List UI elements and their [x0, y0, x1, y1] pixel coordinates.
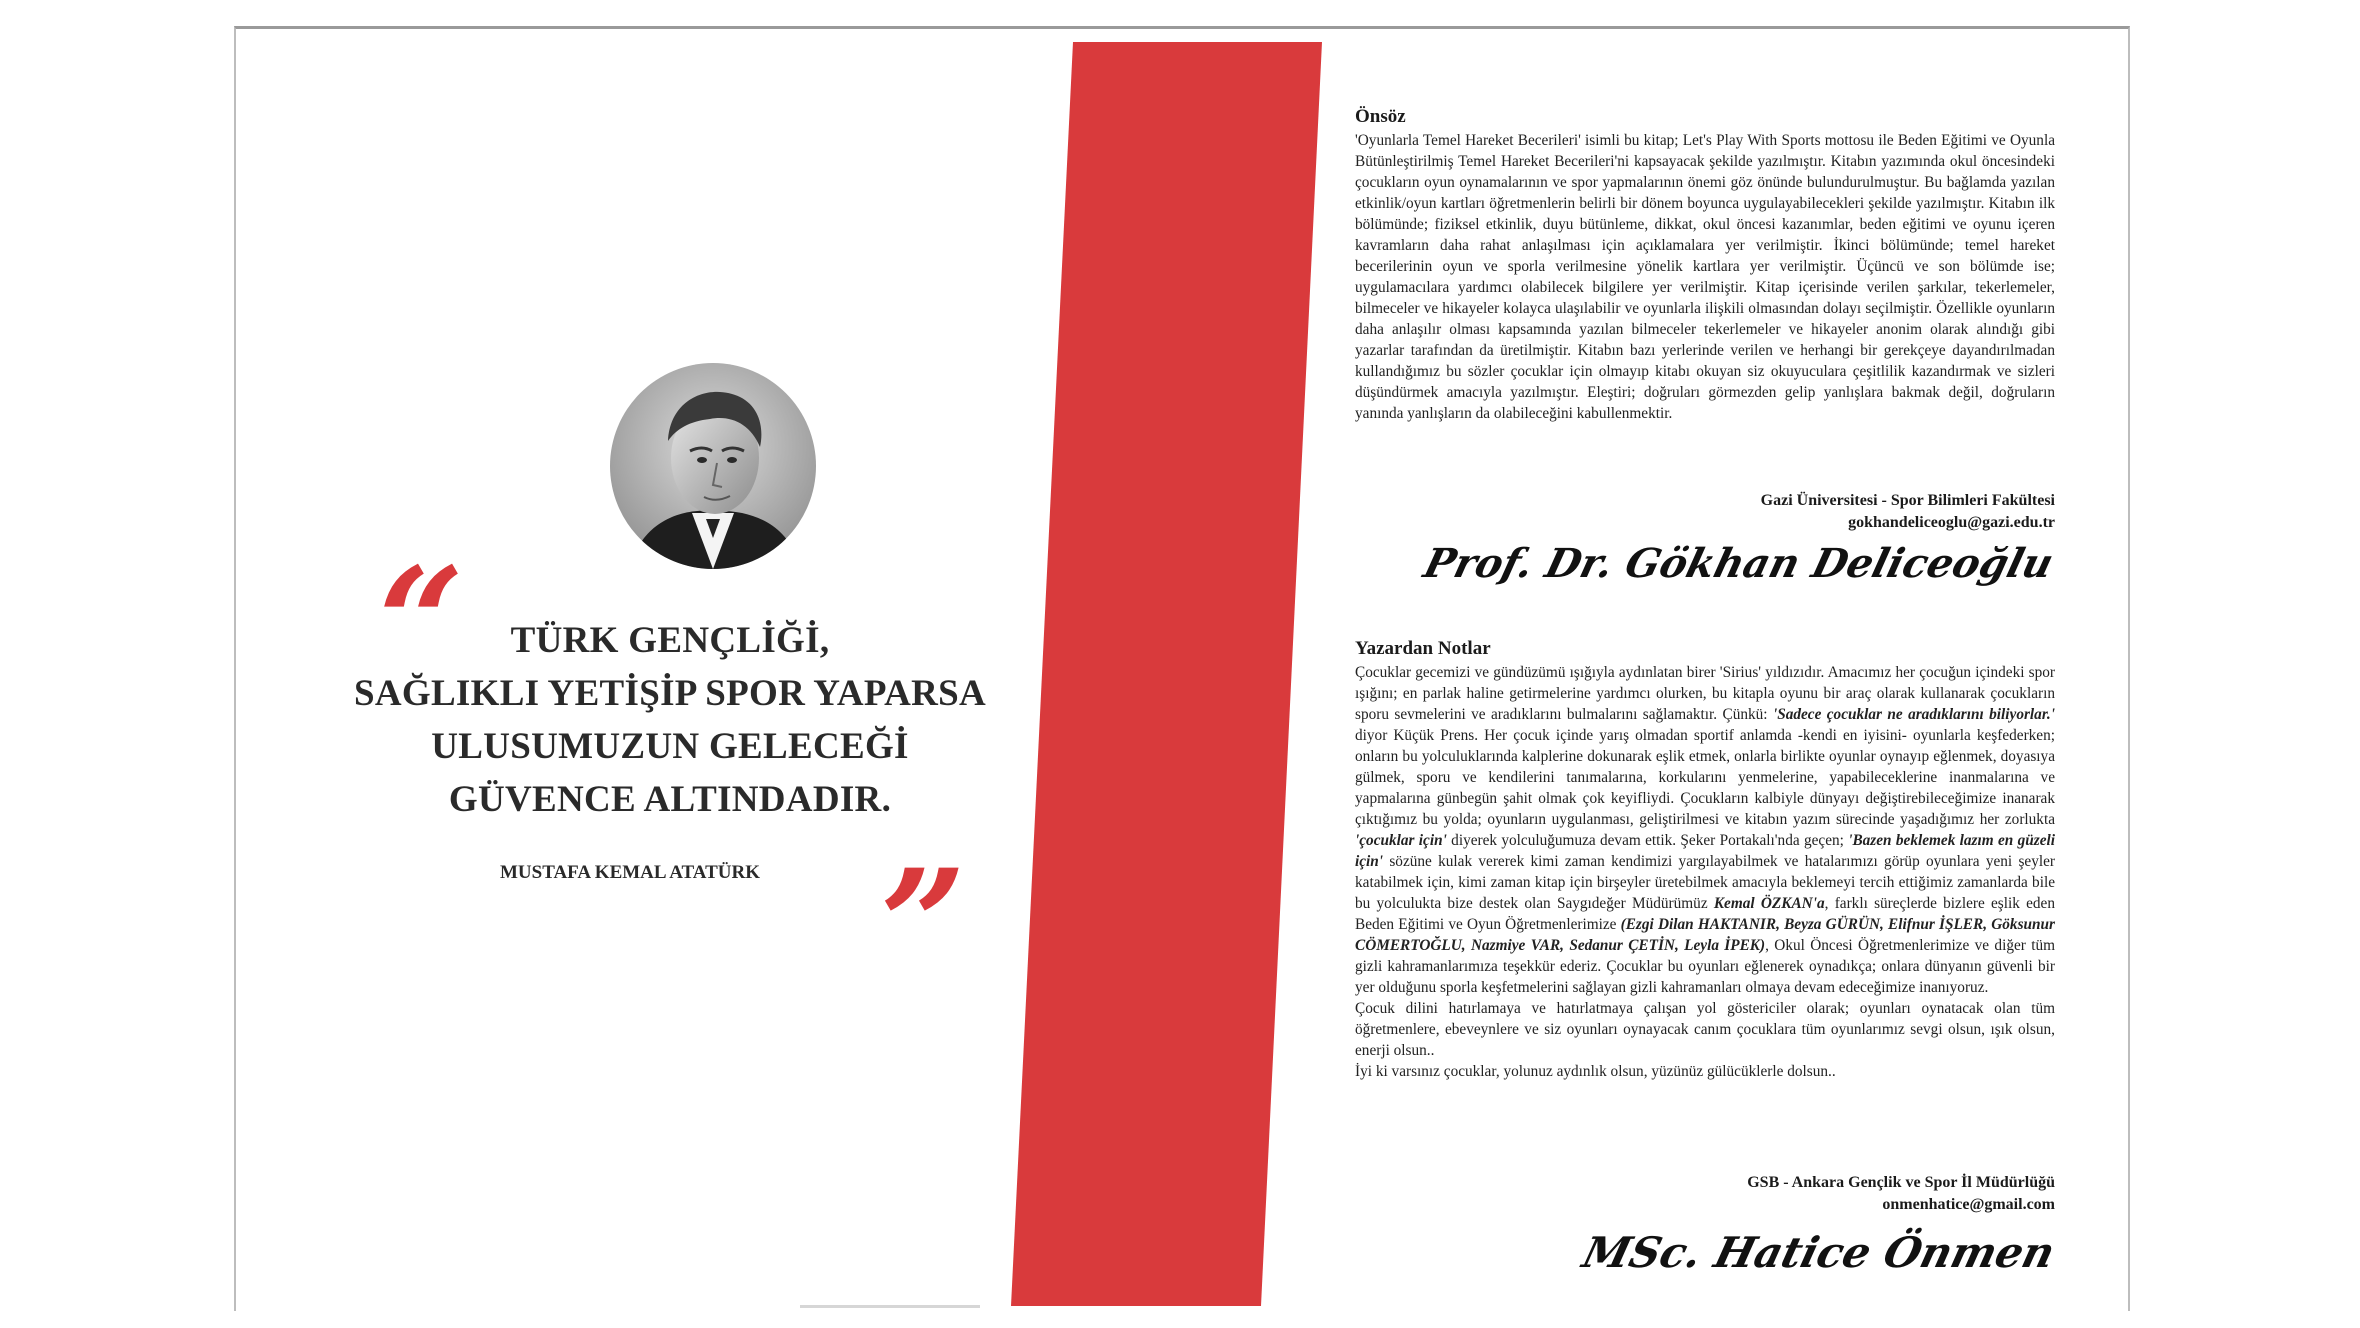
notes-affiliation: GSB - Ankara Gençlik ve Spor İl Müdürlüğü	[1747, 1174, 2055, 1191]
quote-attribution: MUSTAFA KEMAL ATATÜRK	[499, 862, 761, 883]
motto-line: SAĞLIKLI YETİŞİP SPOR YAPARSA	[353, 673, 987, 714]
notes-paragraph	[1355, 998, 2055, 1061]
preface-section	[1355, 106, 2055, 424]
notes-body	[1355, 662, 2055, 1082]
notes-paragraph	[1355, 1061, 2055, 1082]
emphasized-text: Kemal ÖZKAN'a	[1713, 895, 1825, 912]
text-run: Çocuklar gecemizi ve gündüzümü ışığıyla aydınlatan birer 'Sirius' yıldızıdır. Amacımız her çocuğun içindeki spor ışığını; en parlak haline getirmelerine yardımcı olurken, bu kitapla oyunu bir araç olarak kullanarak çocukların sporu sevmelerini ve aradıklarını bulmalarını sağlamaktır. Çünkü:	[1355, 664, 2055, 723]
notes-email: onmenhatice@gmail.com	[1882, 1196, 2055, 1213]
text-run: Çocuk dilini hatırlamaya ve hatırlatmaya çalışan yol göstericiler olarak; oyunları oynatacak olan tüm öğretmenlere, ebeveynlere ve siz oyunları oynayacak canım çocuklara tüm oyunlarımız sevgi olsun, ışık olsun, enerji olsun..	[1355, 1000, 2055, 1059]
preface-signature: Prof. Dr. Gökhan Deliceoğlu	[1418, 540, 2058, 587]
notes-paragraph	[1355, 662, 2055, 998]
motto-line: GÜVENCE ALTINDADIR.	[448, 779, 892, 820]
text-run: diyerek yolculuğumuza devam ettik. Şeker Portakalı'nda geçen;	[1446, 832, 1849, 849]
notes-section	[1355, 638, 2055, 1082]
emphasized-text: (Ezgi Dilan HAKTANIR, Beyza GÜRÜN, Elifnur İŞLER, Göksunur CÖMERTOĞLU, Nazmiye VAR, Sedanur ÇETİN, Leyla İPEK)	[1355, 916, 2056, 954]
emphasized-text: 'Sadece çocuklar ne aradıklarını biliyorlar.'	[1772, 706, 2056, 723]
opening-quote-mark: “	[378, 535, 465, 711]
preface-affiliation: Gazi Üniversitesi - Spor Bilimleri Fakültesi	[1760, 492, 2055, 509]
notes-signature: MSc. Hatice Önmen	[1578, 1228, 2061, 1277]
preface-signature-block	[1355, 490, 2055, 534]
notes-signature-block	[1355, 1172, 2055, 1216]
text-run: sözüne kulak vererek kimi zaman kendimizi yargılayabilmek ve hatalarımızı görüp oyunlara yeni şeyler katabilmek için, kimi zaman kitap için birşeyler üretebilmek amacıyla beklemeyi tercih ettiğimiz zamanlarda bile bu yolculukta bize destek olan Saygıdeğer Müdürümüz	[1355, 853, 2055, 912]
ataturk-portrait	[610, 363, 816, 569]
notes-heading: Yazardan Notlar	[1355, 638, 1491, 659]
text-run: diyor Küçük Prens. Her çocuk içinde yarış olmadan sportif anlamda -kendi en iyisini- oyunlarla keşfederken; onların bu yolculuklarında kalplerine dokunarak eşlik etmek, onlarla birlikte oyunlar oynayıp eğlenmek, doyasıya gülmek, sporu ve kendilerini tanımalarına, korkularını yenmelerine, yapabileceklerine inanmalarına ve yapmalarına günbegün şahit olmak çok keyifliydi. Çocukların kalbiyle dünyayı değiştirebileceğimize inanarak çıktığımız bu yolda; oyunların uygulanması, geliştirilmesi ve kitabın yazım sürecinde yaşadığımız her zorlukta	[1355, 727, 2055, 828]
preface-body: 'Oyunlarla Temel Hareket Becerileri' isimli bu kitap; Let's Play With Sports mottosu ile Beden Eğitimi ve Oyunla Bütünleştirilmiş Temel Hareket Becerileri'ni kapsayacak şekilde yazılmıştır. Kitabın yazımında okul öncesindeki çocukların oyun oynamalarının ve spor yapmalarının önemi göz önünde bulundurulmuştur. Bu bağlamda yazılan etkinlik/oyun kartları öğretmenlerin belirli bir dönem boyunca uygulayabilecekleri şekilde yazılmıştır. Kitabın ilk bölümünde; fiziksel etkinlik, duyu bütünleme, dikkat, okul öncesi kazanımlar, beden eğitimi ve oyunu içeren kavramların daha rahat anlaşılması için açıklamalara yer verilmiştir. İkinci bölümünde; temel hareket becerilerinin oyun ve sporla verilmesine yönelik kartlara yer verilmiştir. Üçüncü ve son bölümde ise; uygulamacılara yardımcı olabilecek bilgilere yer verilmiştir. Kitap içerisinde verilen şarkılar, tekerlemeler, bilmeceler ve hikayeler kolayca ulaşılabilir ve oyunlarla ilişkili olmasından dolayı seçilmiştir. Özellikle oyunların daha anlaşılır olması kapsamında yazılan bilmeceler tekerlemeler ve hikayeler anonim olarak alındığı gibi yazarlar tarafından da üretilmiştir. Kitabın bazı yerlerinde verilen ve herhangi bir gerekçeye dayandırılmadan kullandığımız bu sözler çocuklar için olmayıp kitabı okuyan siz okuyuculara çeşitlilik kazandırmak ve sizleri düşündürmek amacıyla yazılmıştır. Eleştiri; doğruları görmezden gelip yanlışlara bakmak değil, doğruların yanında yanlışların da olabileceğini kabullenmektir.	[1355, 132, 2055, 422]
motto-line: TÜRK GENÇLİĞİ,	[510, 620, 830, 661]
emphasized-text: 'Bazen beklemek lazım en güzeli için'	[1355, 832, 2055, 870]
text-run: , farklı süreçlerde bizlere eşlik eden Beden Eğitimi ve Oyun Öğretmenlerimize	[1355, 895, 2055, 933]
text-run: İyi ki varsınız çocuklar, yolunuz aydınlık olsun, yüzünüz gülücüklerle dolsun..	[1355, 1063, 1836, 1080]
preface-heading: Önsöz	[1355, 106, 1406, 127]
motto-line: ULUSUMUZUN GELECEĞİ	[431, 726, 909, 767]
emphasized-text: 'çocuklar için'	[1355, 832, 1447, 849]
text-run: , Okul Öncesi Öğretmenlerimize ve diğer tüm gizli kahramanlarımıza teşekkür ederiz. Çocuklar bu oyunları eğlenerek oynadıkça; onlara dünyanın güvenli bir yer olduğunu sporla keşfetmelerini sağlayan gizli kahramanları olmaya devam edeceğimize inanıyoruz.	[1355, 937, 2055, 996]
ataturk-motto	[300, 614, 1040, 826]
closing-quote-mark: ”	[880, 837, 967, 1013]
preface-email: gokhandeliceoglu@gazi.edu.tr	[1848, 514, 2055, 531]
bottom-rule	[800, 1305, 980, 1308]
